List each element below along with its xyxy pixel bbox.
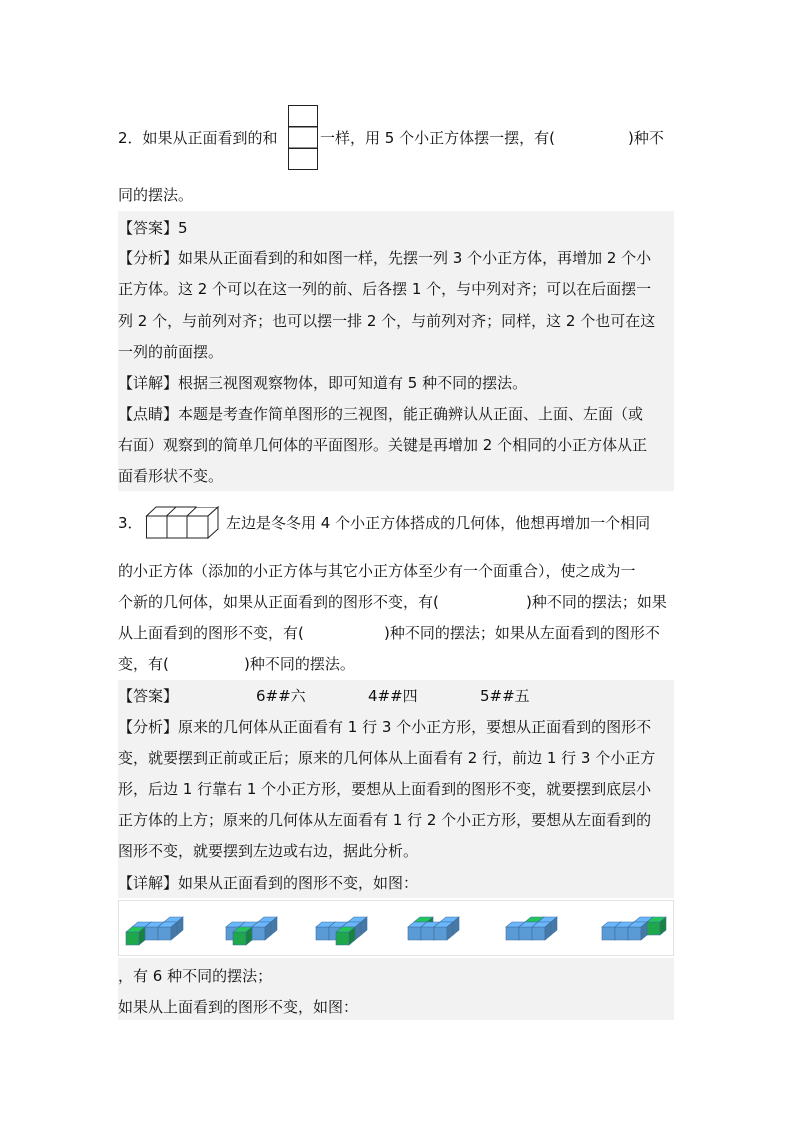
q3-line3a: 个新的几何体，如果从正面看到的图形不变，有(	[118, 593, 439, 611]
q3-top-intro: 如果从上面看到的图形不变，如图：	[118, 998, 359, 1016]
q3-line2: 的小正方体（添加的小正方体与其它小正方体至少有一个面重合），使之成为一	[118, 562, 636, 580]
q3-answer-2: 4##四	[368, 687, 418, 705]
q3-analysis-line: 【分析】原来的几何体从正面看有 1 行 3 个小正方形，要想从正面看到的图形不	[118, 718, 652, 736]
cube-block	[532, 922, 551, 940]
q2-front-view-figure	[288, 105, 318, 171]
q3-answer-box	[118, 680, 674, 868]
cube-block	[233, 927, 252, 945]
q3-line3b: )种不同的摆法；如果	[526, 593, 667, 611]
cube-block	[434, 922, 453, 940]
cube-block	[126, 927, 145, 945]
q3-front-view-arrangements-drawing	[118, 900, 674, 956]
q3-line1: 左边是冬冬用 4 个小正方体搭成的几何体，他想再增加一个相同	[226, 514, 651, 532]
q2-detail: 【详解】根据三视图观察物体，即可知道有 5 种不同的摆法。	[118, 374, 528, 392]
q2-comment-line: 【点睛】本题是考查作简单图形的三视图，能正确辨认从正面、上面、左面（或	[118, 405, 644, 423]
q3-line5a: 变，有(	[118, 655, 169, 673]
q3-detail-front: 【详解】如果从正面看到的图形不变，如图：	[118, 874, 419, 892]
q3-answer-1: 6##六	[256, 687, 306, 705]
q2-line2: 同的摆法。	[118, 186, 194, 204]
q3-analysis-line: 形，后边 1 行靠右 1 个小正方形，要想从上面看到的图形不变，就要摆到底层小	[118, 780, 652, 798]
q3-line5b: )种不同的摆法。	[244, 655, 355, 673]
q3-analysis-line: 图形不变，就要摆到左边或右边，据此分析。	[118, 842, 419, 860]
cube-block	[336, 927, 355, 945]
q3-analysis-line: 正方体的上方；原来的几何体从左面看有 1 行 2 个小正方形，要想从左面看到的	[118, 811, 652, 829]
cube-block	[628, 922, 647, 940]
q2-analysis-line: 列 2 个，与前列对齐；也可以摆一排 2 个，与前列对齐；同样，这 2 个也可在这	[118, 312, 656, 330]
q2-answer: 【答案】5	[118, 219, 188, 237]
q2-analysis-line: 一列的前面摆。	[118, 343, 224, 361]
q3-number: 3．	[118, 514, 143, 532]
q2-comment-line: 面看形状不变。	[118, 467, 224, 485]
q3-analysis-line: 变，就要摆到正前或正后；原来的几何体从上面看有 2 行，前边 1 行 3 个小正方	[118, 749, 656, 767]
q2-line1-end: )种不	[628, 129, 664, 147]
q3-front-result: ，有 6 种不同的摆法；	[118, 967, 273, 985]
q3-answer-label: 【答案】	[118, 687, 179, 705]
q2-analysis-line: 【分析】如果从正面看到的和如图一样，先摆一列 3 个小正方体，再增加 2 个小	[118, 249, 652, 267]
q2-analysis-line: 正方体。这 2 个可以在这一列的前、后各摆 1 个，与中列对齐；可以在后面摆一	[118, 280, 652, 298]
cube-block	[252, 922, 271, 940]
q2-line1-post: 一样，用 5 个小正方体摆一摆，有(	[320, 129, 555, 147]
q3-cube-figure	[146, 504, 222, 540]
q3-answer-3: 5##五	[480, 687, 530, 705]
cube-block	[158, 922, 177, 940]
q3-line4b: )种不同的摆法；如果从左面看到的图形不	[384, 624, 660, 642]
cube-block	[647, 917, 666, 935]
q2-line1-pre: 2．如果从正面看到的和	[118, 129, 278, 147]
q3-line4a: 从上面看到的图形不变，有(	[118, 624, 304, 642]
q2-comment-line: 右面）观察到的简单几何体的平面图形。关键是再增加 2 个相同的小正方体从正	[118, 436, 648, 454]
